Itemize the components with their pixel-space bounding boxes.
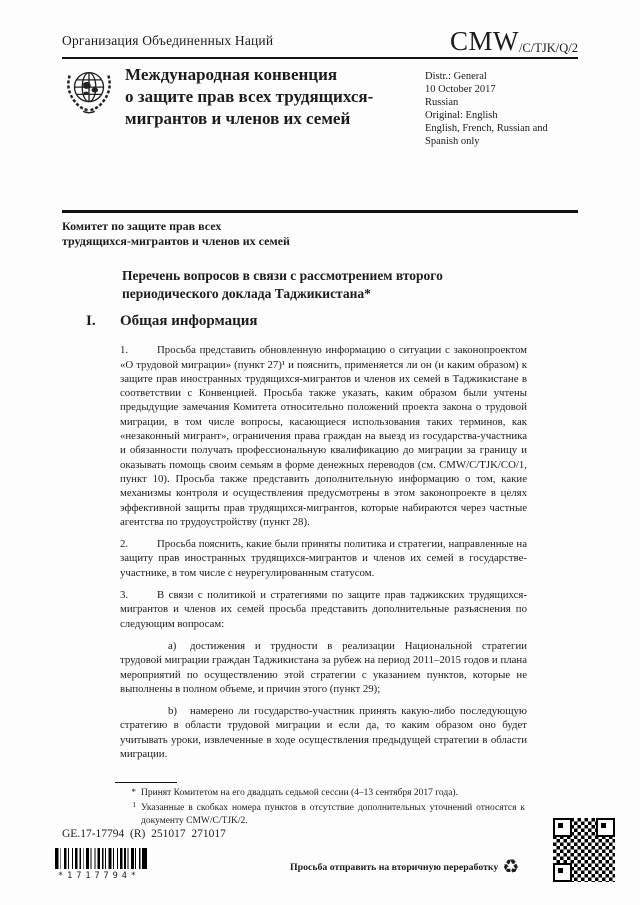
distr-line: Original: English [425, 110, 498, 121]
convention-title-line: Международная конвенция [125, 65, 338, 84]
paragraph-text: Просьба представить обновленную информацию о ситуации с законопроектом «О трудовой миграции» (пункт 27)¹ и пояснить, применяется ли он (и каким образом) к защите прав иностранных трудящихся-мигрантов и членов их семей в Таджикистане в соответствии с Конвенцией. Просьба также указать, каким образом были учтены предыдущие замечания Комитета относительно положений проекта закона о трудовой миграции, в том числе вопросы, касающиеся использования таких терминов, как «незаконный мигрант», ограничения права граждан на выезд из государства-участника и обязанности получать профессиональную квалификацию до миграции за границу и оказывать помощь своим семьям в форме денежных переводов (см. CMW/C/TJK/CO/1, пункт 10). Просьба также представить дополнительную информацию о том, какие механизмы контроля и осуществления предусмотрены в этом законопроекте в целях эффективной защиты прав трудящихся-мигрантов, которые набираются через частные агентства по трудоустройству (пункт 28). [120, 344, 527, 528]
distr-line: 10 October 2017 [425, 84, 496, 95]
paragraph-3b [120, 704, 527, 761]
header-rule [62, 57, 578, 59]
committee-line: трудящихся-мигрантов и членов их семей [62, 233, 290, 248]
distr-line: Spanish only [425, 136, 480, 147]
paragraph-number: 3. [120, 589, 129, 602]
distr-line: Russian [425, 97, 459, 108]
ge-reference-code: GE.17-17794 (R) 251017 271017 [62, 828, 226, 840]
paragraph-1 [120, 343, 527, 529]
committee-line: Комитет по защите прав всех [62, 219, 222, 233]
barcode [55, 848, 147, 869]
paragraph-letter: a) [168, 639, 177, 652]
paragraph-text: достижения и трудности в реализации Национальной стратегии трудовой миграции граждан Таджикистана за рубеж на период 2011–2015 годов и плана мероприятий по осуществлению этой стратегии с указанием пунктов, которые не выполнены в полном объеме, и причин этого (пункт 29); [120, 639, 527, 695]
document-symbol-suffix: /C/TJK/Q/2 [518, 41, 578, 55]
distr-line: English, French, Russian and [425, 123, 548, 134]
qr-code [553, 818, 615, 882]
paragraph-3a [120, 639, 527, 696]
footnote-marker: 1 [132, 800, 136, 810]
paragraph-number: 2. [120, 538, 129, 551]
convention-title-line: о защите прав всех трудящихся- [125, 87, 374, 106]
paragraph-number: 1. [120, 344, 129, 357]
paragraph-2 [120, 537, 527, 580]
section-title: Общая информация [120, 313, 258, 329]
document-body [86, 313, 527, 780]
paragraph-text: В связи с политикой и стратегиями по защите прав таджикских трудящихся-мигрантов и членов их семей просьба представить дополнительные разъяснения по следующим вопросам: [120, 589, 527, 630]
paragraph-3 [120, 588, 527, 631]
section-heading [86, 314, 527, 328]
qr-finder-pattern [596, 818, 615, 837]
footnote-text: Принят Комитетом на его двадцать седьмой сессии (4–13 сентября 2017 года). [141, 788, 458, 798]
org-name: Организация Объединенных Наций [62, 33, 274, 48]
qr-finder-pattern [553, 818, 572, 837]
recycle-notice [290, 858, 530, 877]
document-symbol-main: CMW [449, 26, 519, 56]
section-number: I. [86, 313, 96, 329]
paragraph-text: намерено ли государство-участник принять какую-либо последующую стратегию в области трудовой миграции и если да, то каким образом оно будет учитывать уроки, извлеченные в ходе осуществления предыдущей стратегии в области миграции. [120, 705, 527, 761]
document-title [122, 267, 522, 303]
masthead-rule [62, 210, 578, 213]
document-title-line: периодического доклада Таджикистана* [122, 286, 371, 301]
barcode-text: *1717794* [57, 871, 141, 881]
un-emblem-icon [60, 62, 118, 120]
footnote-1 [115, 799, 525, 827]
paragraph-letter: b) [168, 705, 177, 718]
paragraph-text: Просьба пояснить, какие были приняты политика и стратегии, направленные на защиту прав иностранных трудящихся-мигрантов и членов их семей в государстве-участнике, в том числе с неурегулированным статусом. [120, 538, 527, 579]
document-symbol [450, 26, 578, 57]
footnote-text: Указанные в скобках номера пунктов в отсутствие дополнительных уточнений относятся к документу CMW/C/TJK/2. [141, 803, 525, 826]
convention-title-line: мигрантов и членов их семей [125, 109, 351, 128]
distr-line: Distr.: General [425, 71, 487, 82]
qr-finder-pattern [553, 863, 572, 882]
recycle-text: Просьба отправить на вторичную переработку [290, 862, 499, 873]
footnote-marker: * [131, 788, 136, 798]
footnote-star [115, 787, 525, 799]
document-title-line: Перечень вопросов в связи с рассмотрением второго [122, 268, 443, 283]
convention-title [125, 64, 415, 130]
committee-heading [62, 219, 290, 248]
distribution-block [425, 70, 585, 148]
footnote-rule [115, 782, 177, 783]
footnotes-block [115, 782, 525, 827]
recycle-icon: ♻ [502, 856, 520, 878]
